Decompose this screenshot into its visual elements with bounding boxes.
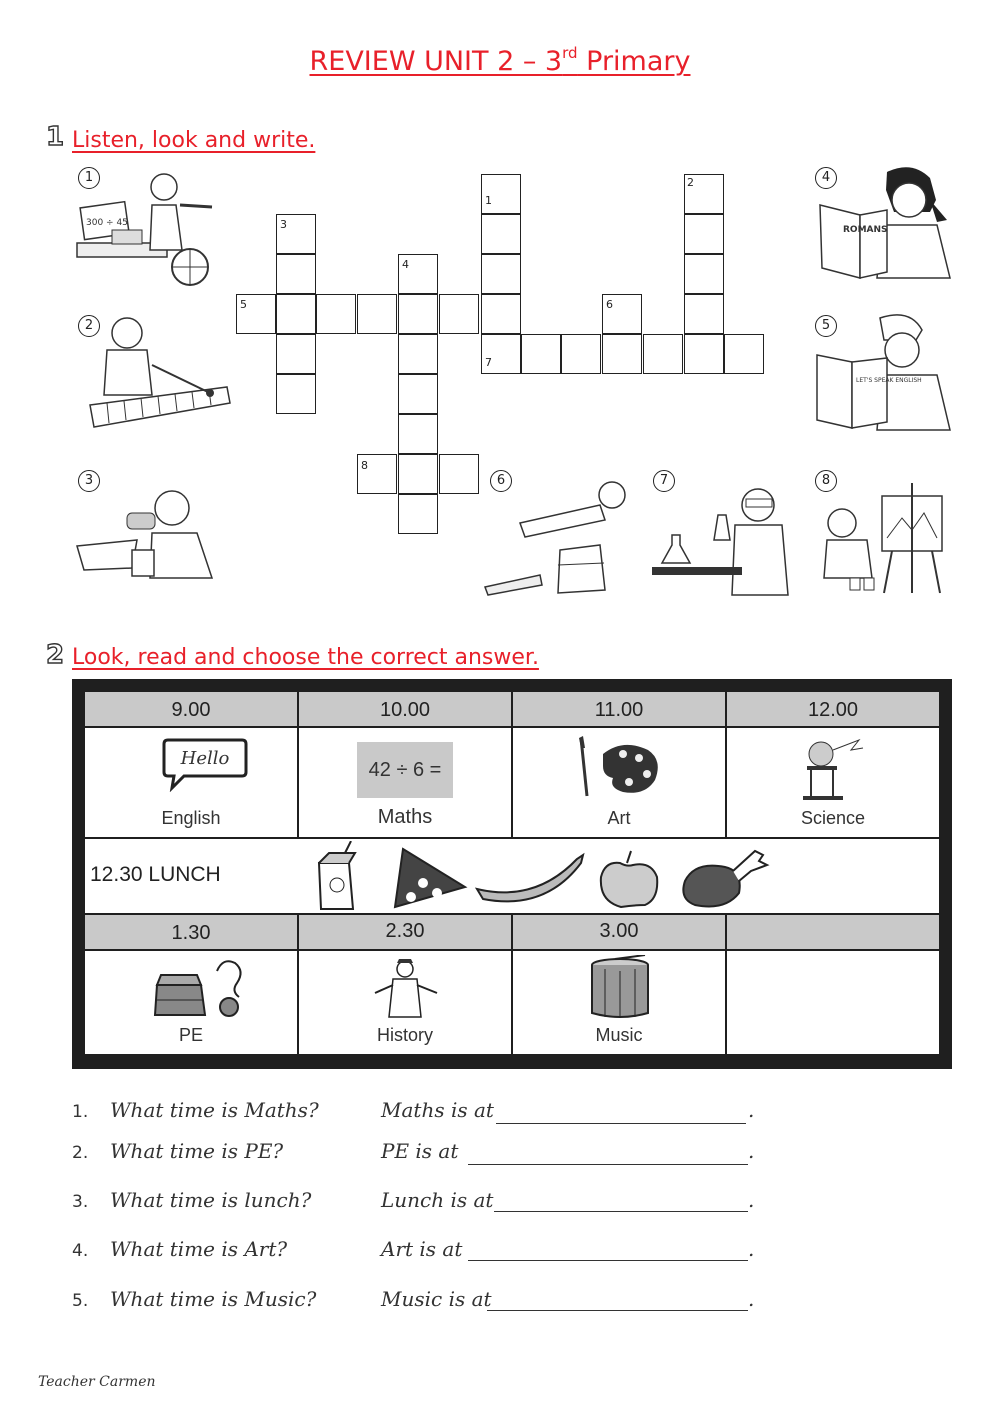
- answer-prompt: Music is at: [381, 1287, 492, 1311]
- subject-label: History: [376, 1025, 433, 1045]
- pe-equipment-icon: [153, 957, 253, 1019]
- subject-label: Maths: [377, 806, 433, 828]
- picture-4-history-illustration: [812, 160, 957, 285]
- picture-4-book-title: ROMANS: [843, 225, 888, 235]
- subject-label: Music: [595, 1025, 643, 1045]
- answer-period: .: [748, 1188, 755, 1212]
- answer-line[interactable]: [468, 1237, 748, 1261]
- section-1-number: 1: [46, 122, 65, 152]
- answer-period: .: [748, 1237, 755, 1261]
- question-number: 2.: [72, 1143, 89, 1163]
- crossword-cell[interactable]: [398, 334, 438, 374]
- crossword-cell[interactable]: [316, 294, 356, 334]
- history-roman-icon: [369, 957, 444, 1019]
- picture-number-1: 1: [78, 167, 100, 189]
- science-burner-icon: [799, 736, 869, 801]
- crossword-cell[interactable]: [398, 494, 438, 534]
- time-header: 12.00: [726, 691, 940, 727]
- crossword-cell[interactable]: [521, 334, 561, 374]
- subject-cell-music: [512, 950, 726, 1055]
- crossword-cell[interactable]: [684, 214, 724, 254]
- answer-line[interactable]: [468, 1139, 748, 1165]
- lunch-label: 12.30 LUNCH: [90, 863, 221, 886]
- page-title: REVIEW UNIT 2 – 3rd Primary: [309, 44, 691, 77]
- picture-5-english-illustration: [812, 310, 957, 435]
- crossword-cell[interactable]: [602, 334, 642, 374]
- picture-number-6: 6: [490, 470, 512, 492]
- question-text: What time is PE?: [110, 1139, 284, 1163]
- crossword-cell[interactable]: [643, 334, 683, 374]
- answer-period: .: [748, 1287, 755, 1311]
- subject-cell-pe: [84, 950, 298, 1055]
- crossword-cell[interactable]: [684, 334, 724, 374]
- crossword-cell[interactable]: [684, 294, 724, 334]
- answer-prompt: PE is at: [381, 1139, 459, 1163]
- section-2-heading: Look, read and choose the correct answer.: [72, 645, 539, 670]
- crossword-cell[interactable]: [276, 374, 316, 414]
- picture-number-7: 7: [653, 470, 675, 492]
- crossword-cell[interactable]: [398, 414, 438, 454]
- picture-1-maths-illustration: [72, 165, 217, 290]
- subject-cell-history: [298, 950, 512, 1055]
- picture-8-art-illustration: [812, 478, 957, 598]
- crossword-cell[interactable]: [398, 454, 438, 494]
- crossword-cell[interactable]: [276, 334, 316, 374]
- crossword-cell[interactable]: [684, 254, 724, 294]
- question-text: What time is Maths?: [110, 1098, 319, 1122]
- time-header: 10.00: [298, 691, 512, 727]
- crossword-number-2: 2: [687, 176, 694, 189]
- picture-2-music-illustration: [82, 305, 232, 435]
- subject-cell-maths: [298, 727, 512, 838]
- lunch-row: [84, 838, 940, 914]
- picture-number-4: 4: [815, 167, 837, 189]
- drum-icon: [585, 955, 655, 1021]
- crossword-cell[interactable]: [481, 214, 521, 254]
- time-header: 3.00: [512, 914, 726, 950]
- picture-number-3: 3: [78, 470, 100, 492]
- picture-5-book-title: LET'S SPEAK ENGLISH: [856, 377, 922, 384]
- hello-text: Hello: [180, 748, 230, 769]
- crossword-cell[interactable]: [276, 254, 316, 294]
- subject-cell-art: [512, 727, 726, 838]
- footer-author: Teacher Carmen: [38, 1374, 156, 1390]
- question-number: 3.: [72, 1192, 89, 1212]
- crossword-number-5: 5: [240, 298, 247, 311]
- question-text: What time is lunch?: [110, 1188, 312, 1212]
- crossword-number-7: 7: [485, 356, 492, 369]
- subject-label: Art: [607, 808, 631, 828]
- maths-sum: 42 ÷ 6 =: [357, 742, 453, 798]
- subject-label: English: [161, 808, 221, 828]
- subject-label: Science: [800, 808, 866, 828]
- crossword-cell[interactable]: [481, 294, 521, 334]
- crossword-cell[interactable]: [357, 294, 397, 334]
- answer-prompt: Maths is at: [381, 1098, 494, 1122]
- answer-line[interactable]: [494, 1188, 748, 1212]
- answer-period: .: [748, 1098, 755, 1122]
- picture-3-lunch-illustration: [72, 478, 217, 583]
- crossword-number-8: 8: [361, 459, 368, 472]
- section-1-heading: Listen, look and write.: [72, 128, 316, 153]
- answer-line[interactable]: [487, 1287, 748, 1311]
- crossword-number-3: 3: [280, 218, 287, 231]
- time-header: 2.30: [298, 914, 512, 950]
- question-number: 4.: [72, 1241, 89, 1261]
- crossword-cell[interactable]: [561, 334, 601, 374]
- lunch-food-icons: [315, 841, 775, 913]
- palette-icon: [573, 736, 668, 801]
- time-header: [726, 914, 940, 950]
- crossword-cell[interactable]: [724, 334, 764, 374]
- crossword-cell[interactable]: [398, 294, 438, 334]
- time-header: 1.30: [84, 914, 298, 950]
- crossword-number-6: 6: [606, 298, 613, 311]
- question-text: What time is Art?: [110, 1237, 288, 1261]
- crossword-cell[interactable]: [439, 454, 479, 494]
- question-number: 1.: [72, 1102, 89, 1122]
- speech-bubble-icon: [160, 736, 250, 792]
- picture-number-2: 2: [78, 315, 100, 337]
- subject-label: PE: [178, 1025, 203, 1045]
- picture-6-pe-illustration: [480, 475, 640, 600]
- answer-line[interactable]: [496, 1098, 746, 1124]
- question-text: What time is Music?: [110, 1287, 317, 1311]
- time-header: 9.00: [84, 691, 298, 727]
- picture-1-board-text: 300 ÷ 45: [86, 218, 128, 228]
- section-2-number: 2: [46, 640, 65, 670]
- crossword-cell[interactable]: [439, 294, 479, 334]
- subject-cell-science: [726, 727, 940, 838]
- answer-period: .: [748, 1139, 755, 1163]
- crossword-cell[interactable]: [481, 254, 521, 294]
- picture-number-5: 5: [815, 315, 837, 337]
- subject-cell-english: [84, 727, 298, 838]
- answer-prompt: Lunch is at: [381, 1188, 494, 1212]
- question-number: 5.: [72, 1291, 89, 1311]
- crossword-cell[interactable]: [276, 294, 316, 334]
- picture-7-science-illustration: [650, 475, 805, 600]
- crossword-number-4: 4: [402, 258, 409, 271]
- picture-number-8: 8: [815, 470, 837, 492]
- crossword-cell[interactable]: [398, 374, 438, 414]
- crossword-number-1: 1: [485, 194, 492, 207]
- timetable: [72, 679, 952, 1069]
- answer-prompt: Art is at: [381, 1237, 463, 1261]
- time-header: 11.00: [512, 691, 726, 727]
- subject-cell-empty: [726, 950, 940, 1055]
